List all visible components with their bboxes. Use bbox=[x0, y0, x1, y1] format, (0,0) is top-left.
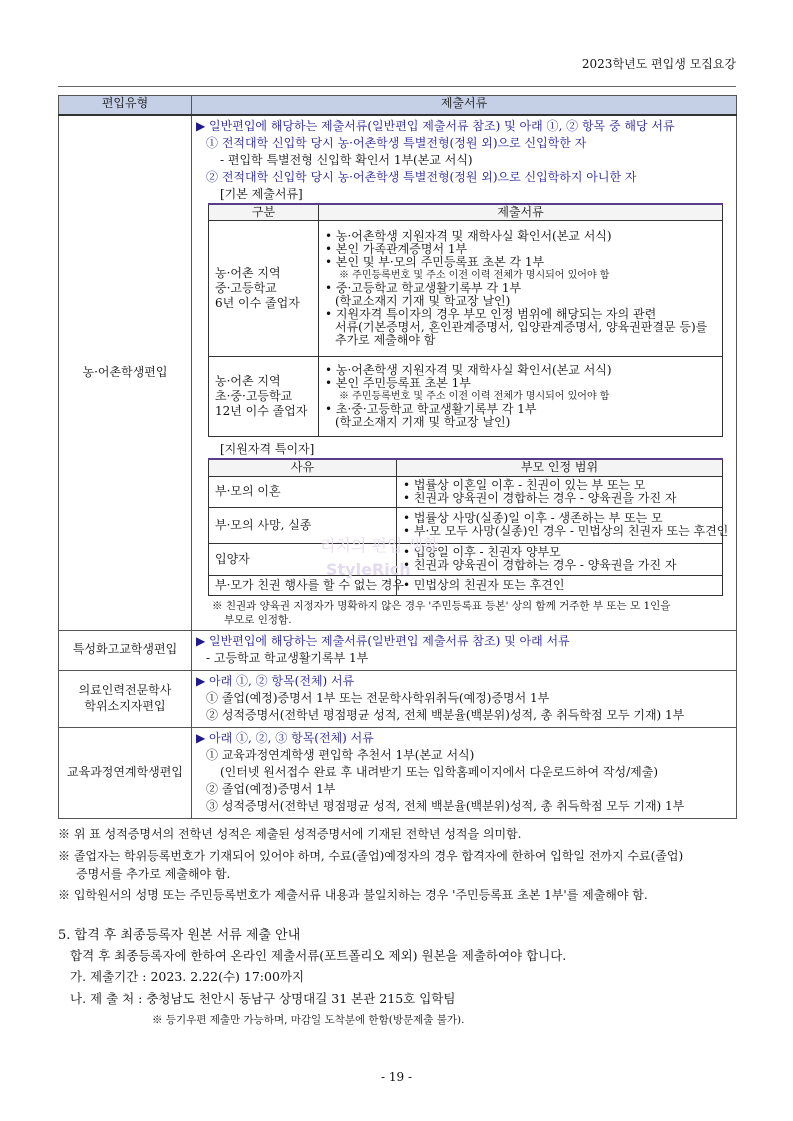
farm-intro: ▶ 일반편입에 해당하는 제출서류(일반편입 제출서류 참조) 및 아래 ①, ② 항목 중 해당 서류 bbox=[196, 118, 675, 133]
table-row bbox=[209, 575, 723, 595]
basic-header-type: 구분 bbox=[209, 204, 319, 221]
basic-r1-doc-note: ※ 주민등록번호 및 주소 이전 이력 전체가 명시되어 있어야 함 bbox=[339, 270, 610, 282]
table-row-vocational bbox=[59, 630, 737, 670]
note-2: ※ 졸업자는 학위등록번호가 기재되어 있어야 하며, 수료(졸업)예정자의 경우 합격자에 한하여 입학일 전까지 수료(졸업) bbox=[58, 849, 684, 863]
label-farm: 농·어촌학생편입 bbox=[59, 115, 192, 631]
education-intro: ▶ 아래 ①, ②, ③ 항목(전체) 서류 bbox=[196, 730, 374, 745]
special-title: [지원자격 특이자] bbox=[220, 442, 315, 457]
basic-r2-doc: • 농·어촌학생 지원자격 및 재학사실 확인서(본교 서식) bbox=[325, 363, 612, 378]
special-scope: • 법률상 이혼일 이후 - 친권이 있는 부 또는 모 bbox=[403, 477, 646, 492]
col-header-type: 편입유형 bbox=[59, 96, 192, 115]
basic-r2-doc-note: ※ 주민등록번호 및 주소 이전 이력 전체가 명시되어 있어야 함 bbox=[339, 391, 610, 403]
medical-intro: ▶ 아래 ①, ② 항목(전체) 서류 bbox=[196, 673, 355, 688]
special-scope: • 친권과 양육권이 경합하는 경우 - 양육권을 가진 자 bbox=[403, 490, 677, 505]
vocational-doc: - 고등학교 학교생활기록부 1부 bbox=[206, 650, 369, 665]
education-doc: (인터넷 원서접수 완료 후 내려받기 또는 입학홈페이지에서 다운로드하여 작성/제출) bbox=[220, 764, 659, 779]
label-vocational: 특성화고교학생편입 bbox=[59, 630, 192, 670]
basic-r1-type-line: 중·고등학교 bbox=[215, 281, 277, 296]
farm-footnote: 부모로 인정함. bbox=[224, 613, 292, 626]
basic-r1-type-line: 농·어촌 지역 bbox=[215, 266, 281, 281]
special-scope: • 법률상 사망(실종)일 이후 - 생존하는 부 또는 모 bbox=[403, 511, 663, 526]
col-header-docs: 제출서류 bbox=[192, 96, 737, 115]
special-scope: • 입양일 이후 - 친권자 양부모 bbox=[403, 545, 561, 560]
special-reason: 부·모의 이혼 bbox=[209, 476, 397, 507]
section-5-period: 가. 제출기간 : 2023. 2.22(수) 17:00까지 bbox=[70, 969, 305, 984]
label-medical-line: 학위소지자편입 bbox=[84, 698, 166, 713]
education-doc: ① 교육과정연계학생 편입학 추천서 1부(본교 서식) bbox=[206, 747, 475, 762]
section-5-place: 나. 제 출 처 : 충청남도 천안시 동남구 상명대길 31 본관 215호 입학팀 bbox=[70, 991, 456, 1006]
note-2-cont: 증명서를 추가로 제출해야 함. bbox=[76, 867, 231, 881]
farm-footnote: ※ 친권과 양육권 지정자가 명확하지 않은 경우 '주민등록표 등본' 상의 함께 거주한 부 또는 모 1인을 bbox=[212, 599, 671, 612]
note-1: ※ 위 표 성적증명서의 전학년 성적은 제출된 성적증명서에 기재된 전학년 성적을 의미함. bbox=[58, 827, 522, 841]
basic-r2-doc: • 본인 주민등록표 초본 1부 bbox=[325, 376, 471, 391]
basic-r2-type-line: 초·중·고등학교 bbox=[215, 389, 293, 404]
basic-r2-type-line: 농·어촌 지역 bbox=[215, 374, 281, 389]
basic-r2-type-line: 12년 이수 졸업자 bbox=[215, 404, 308, 419]
watermark-logo: StyleRich bbox=[326, 560, 411, 579]
basic-r1-doc: • 본인 및 부·모의 주민등록표 초본 각 1부 bbox=[325, 255, 545, 270]
special-eligibility-table bbox=[208, 458, 729, 596]
education-doc: ③ 성적증명서(전학년 평점평균 성적, 전체 백분율(백분위)성적, 총 취득학점 모두 기재) 1부 bbox=[206, 798, 685, 813]
farm-option-1: ① 전적대학 신입학 당시 농·어촌학생 특별전형(정원 외)으로 신입학한 자 bbox=[206, 135, 587, 150]
basic-docs-title: [기본 제출서류] bbox=[220, 186, 303, 201]
section-5-desc: 합격 후 최종등록자에 한하여 온라인 제출서류(포트폴리오 제외) 원본을 제출하여야 합니다. bbox=[70, 948, 567, 963]
page-header-title: 2023학년도 편입생 모집요강 bbox=[581, 57, 736, 71]
label-medical-line: 의료인력전문학사 bbox=[78, 683, 172, 698]
table-row-education bbox=[59, 727, 737, 818]
basic-r2-doc: • 초·중·고등학교 학교생활기록부 각 1부 bbox=[325, 402, 537, 417]
page-number: - 19 - bbox=[380, 1070, 412, 1084]
table-row bbox=[209, 476, 723, 507]
special-reason: 부·모의 사망, 실종 bbox=[209, 507, 397, 543]
table-row bbox=[209, 507, 723, 543]
special-scope: • 민법상의 친권자 또는 후견인 bbox=[403, 577, 565, 592]
basic-r1-type-line: 6년 이수 졸업자 bbox=[215, 296, 300, 311]
basic-docs-table bbox=[208, 203, 723, 438]
farm-option-2: ② 전적대학 신입학 당시 농·어촌학생 특별전형(정원 외)으로 신입학하지 아니한 자 bbox=[206, 169, 637, 184]
medical-doc: ① 졸업(예정)증명서 1부 또는 전문학사학위취득(예정)증명서 1부 bbox=[206, 690, 550, 705]
label-education: 교육과정연계학생편입 bbox=[59, 727, 192, 818]
table-row bbox=[209, 221, 723, 357]
special-reason: 입양자 bbox=[209, 543, 397, 575]
basic-r1-doc: 추가로 제출해야 함 bbox=[335, 333, 436, 348]
header-rule bbox=[58, 86, 736, 87]
special-scope: • 부·모 모두 사망(실종)인 경우 - 민법상의 친권자 또는 후견인 bbox=[403, 524, 729, 539]
farm-option-1-doc: - 편입학 특별전형 신입학 확인서 1부(본교 서식) bbox=[220, 152, 473, 167]
basic-r2-doc: (학교소재지 기재 및 학교장 날인) bbox=[335, 415, 511, 430]
basic-r1-doc: • 지원자격 특이자의 경우 부모 인정 범위에 해당되는 자의 관련 bbox=[325, 307, 657, 322]
basic-r1-doc: (학교소재지 기재 및 학교장 날인) bbox=[335, 294, 511, 309]
special-reason: 부·모가 친권 행사를 할 수 없는 경우 bbox=[209, 575, 397, 595]
basic-r1-doc: • 본인 가족관계증명서 1부 bbox=[325, 242, 468, 257]
basic-r1-doc: 서류(기본증명서, 혼인관계증명서, 입양관계증명서, 양육권판결문 등)를 bbox=[335, 320, 708, 335]
section-5-note: ※ 등기우편 제출만 가능하며, 마감일 도착분에 한함(방문제출 불가). bbox=[152, 1014, 465, 1026]
table-row-medical bbox=[59, 670, 737, 727]
section-5-title: 5. 합격 후 최종등록자 원본 서류 제출 안내 bbox=[58, 928, 301, 943]
table-row bbox=[209, 357, 723, 437]
note-3: ※ 입학원서의 성명 또는 주민등록번호가 제출서류 내용과 불일치하는 경우 '주민등록표 초본 1부'를 제출해야 함. bbox=[58, 888, 648, 902]
education-doc: ② 졸업(예정)증명서 1부 bbox=[206, 781, 336, 796]
special-header-scope: 부모 인정 범위 bbox=[397, 459, 723, 476]
basic-header-docs: 제출서류 bbox=[319, 204, 723, 221]
basic-r1-doc: • 농·어촌학생 지원자격 및 재학사실 확인서(본교 서식) bbox=[325, 229, 612, 244]
submission-documents-table bbox=[58, 95, 737, 819]
medical-doc: ② 성적증명서(전학년 평점평균 성적, 전체 백분율(백분위)성적, 총 취득학점 모두 기재) 1부 bbox=[206, 707, 685, 722]
special-header-reason: 사유 bbox=[209, 459, 397, 476]
basic-r1-doc: • 중·고등학교 학교생활기록부 각 1부 bbox=[325, 281, 522, 296]
special-scope: • 친권과 양육권이 경합하는 경우 - 양육권을 가진 자 bbox=[403, 558, 677, 573]
table-row bbox=[209, 543, 723, 575]
vocational-intro: ▶ 일반편입에 해당하는 제출서류(일반편입 제출서류 참조) 및 아래 서류 bbox=[196, 633, 570, 648]
watermark-text: 리치의 편입 생활 bbox=[320, 536, 439, 555]
